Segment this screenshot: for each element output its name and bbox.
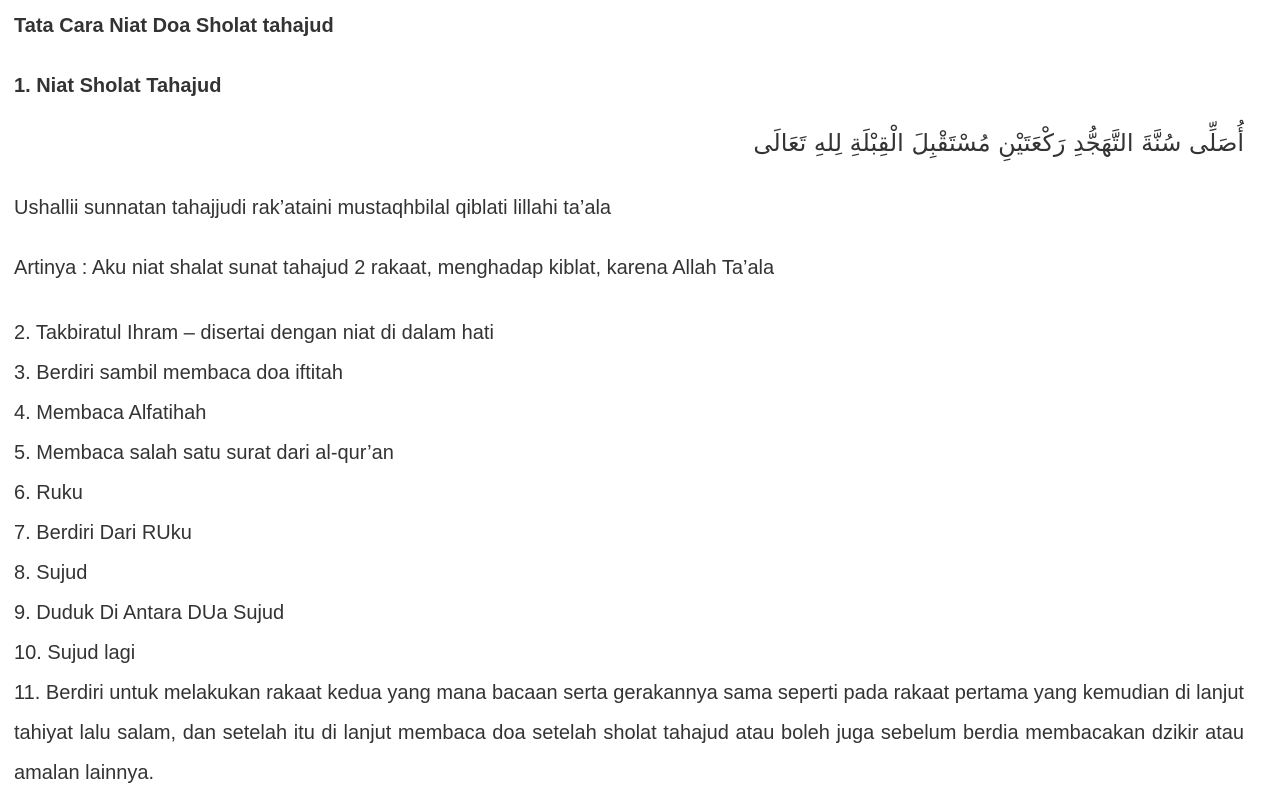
latin-transliteration: Ushallii sunnatan tahajjudi rak’ataini mustaqhbilal qiblati lillahi ta’ala xyxy=(14,197,612,219)
step-item: 5. Membaca salah satu surat dari al-qur’an xyxy=(14,442,394,464)
arabic-niat-text: أُصَلِّى سُنَّةَ التَّهَجُّدِ رَكْعَتَيْنِ مُسْتَقْبِلَ الْقِبْلَةِ لِلهِ تَعَالَى xyxy=(753,129,1244,157)
step-item: 2. Takbiratul Ihram – disertai dengan niat di dalam hati xyxy=(14,322,494,344)
section-heading-niat: 1. Niat Sholat Tahajud xyxy=(14,75,222,97)
step-item: 10. Sujud lagi xyxy=(14,642,136,664)
step-item: 4. Membaca Alfatihah xyxy=(14,402,207,424)
step-item: 9. Duduk Di Antara DUa Sujud xyxy=(14,602,285,624)
meaning-paragraph: Artinya : Aku niat shalat sunat tahajud 2 rakaat, menghadap kiblat, karena Allah Ta’ala xyxy=(14,257,775,279)
steps-list xyxy=(14,313,1244,673)
step-item-final: 11. Berdiri untuk melakukan rakaat kedua yang mana bacaan serta gerakannya sama seperti pada rakaat pertama yang kemudian di lanjut tahiyat lalu salam, dan setelah itu di lanjut membaca doa setelah sholat tahajud atau boleh juga sebelum berdia membacakan dzikir atau amalan lainnya. xyxy=(14,682,1244,784)
step-item: 7. Berdiri Dari RUku xyxy=(14,522,192,544)
step-item: 3. Berdiri sambil membaca doa iftitah xyxy=(14,362,344,384)
step-item: 8. Sujud xyxy=(14,562,88,584)
article-title: Tata Cara Niat Doa Sholat tahajud xyxy=(14,15,334,37)
step-item: 6. Ruku xyxy=(14,482,83,504)
